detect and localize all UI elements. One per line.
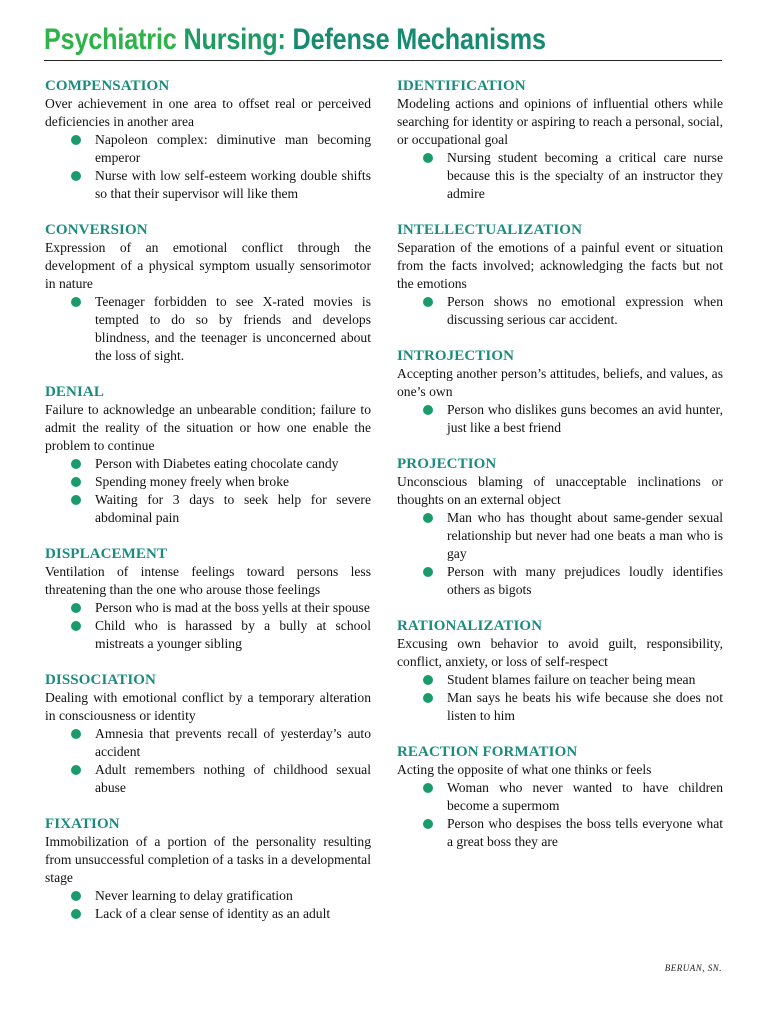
example-list (45, 455, 371, 527)
bullet-icon (71, 729, 81, 739)
example-text: Student blames failure on teacher being mean (447, 672, 696, 687)
example-item (397, 779, 723, 815)
example-text: Woman who never wanted to have children become a supermom (447, 780, 723, 813)
section-identification (397, 77, 723, 203)
section-conversion (45, 221, 371, 365)
section-introjection (397, 347, 723, 437)
example-text: Person who dislikes guns becomes an avid hunter, just like a best friend (447, 402, 723, 435)
example-text: Man says he beats his wife because she does not listen to him (447, 690, 723, 723)
example-item (45, 491, 371, 527)
section-definition: Ventilation of intense feelings toward persons less threatening than the one who arouse those feelings (45, 564, 371, 597)
example-text: Nursing student becoming a critical care nurse because this is the specialty of an instructor they admire (447, 150, 723, 201)
example-text: Person with many prejudices loudly identifies others as bigots (447, 564, 723, 597)
section-heading: COMPENSATION (45, 78, 170, 94)
example-text: Teenager forbidden to see X-rated movies is tempted to do so by friends and develops blindness, and the teenager is unconcerned about the loss of sight. (95, 294, 371, 363)
example-list (45, 599, 371, 653)
example-list (45, 131, 371, 203)
example-text: Nurse with low self-esteem working double shifts so that their supervisor will like them (95, 168, 371, 201)
section-definition: Immobilization of a portion of the personality resulting from unsuccessful completion of a tasks in a developmental stage (45, 834, 371, 885)
example-text: Waiting for 3 days to seek help for severe abdominal pain (95, 492, 371, 525)
example-text: Person who despises the boss tells everyone what a great boss they are (447, 816, 723, 849)
section-denial (45, 383, 371, 527)
title-part-defense-mechanisms: Defense Mechanisms (292, 23, 546, 56)
example-item (397, 509, 723, 563)
example-item (397, 815, 723, 851)
section-reaction-formation (397, 743, 723, 851)
example-list (397, 293, 723, 329)
example-item (45, 725, 371, 761)
bullet-icon (71, 891, 81, 901)
bullet-icon (71, 297, 81, 307)
section-intellectualization (397, 221, 723, 329)
section-heading: INTELLECTUALIZATION (397, 222, 583, 238)
example-list (397, 671, 723, 725)
left-column (45, 77, 371, 941)
example-text: Child who is harassed by a bully at school mistreats a younger sibling (95, 618, 371, 651)
section-definition: Acting the opposite of what one thinks or feels (397, 762, 652, 777)
section-definition: Modeling actions and opinions of influential others while searching for identity or aspiring to reach a personal, social, or occupational goal (397, 96, 723, 147)
example-text: Adult remembers nothing of childhood sexual abuse (95, 762, 371, 795)
section-projection (397, 455, 723, 599)
section-heading: REACTION FORMATION (397, 744, 578, 760)
bullet-icon (71, 909, 81, 919)
section-definition: Unconscious blaming of unacceptable inclinations or thoughts on an external object (397, 474, 723, 507)
section-definition: Accepting another person’s attitudes, beliefs, and values, as one’s own (397, 366, 723, 399)
section-heading: INTROJECTION (397, 348, 515, 364)
section-definition: Over achievement in one area to offset real or perceived deficiencies in another area (45, 96, 371, 129)
bullet-icon (71, 765, 81, 775)
section-definition: Failure to acknowledge an unbearable condition; failure to admit the reality of the situation or how one enable the problem to continue (45, 402, 371, 453)
example-list (45, 887, 371, 923)
example-item (45, 905, 371, 923)
example-text: Never learning to delay gratification (95, 888, 293, 903)
section-heading: IDENTIFICATION (397, 78, 526, 94)
section-heading: DISPLACEMENT (45, 546, 168, 562)
example-text: Spending money freely when broke (95, 474, 290, 489)
example-item (45, 887, 371, 905)
example-text: Lack of a clear sense of identity as an adult (95, 906, 331, 921)
example-text: Amnesia that prevents recall of yesterday’s auto accident (95, 726, 371, 759)
example-text: Napoleon complex: diminutive man becoming emperor (95, 132, 371, 165)
section-heading: CONVERSION (45, 222, 148, 238)
section-displacement (45, 545, 371, 653)
example-list (45, 293, 371, 365)
section-heading: PROJECTION (397, 456, 497, 472)
bullet-icon (423, 675, 433, 685)
bullet-icon (423, 567, 433, 577)
example-item (45, 599, 371, 617)
bullet-icon (71, 495, 81, 505)
bullet-icon (423, 297, 433, 307)
section-compensation (45, 77, 371, 203)
section-definition: Expression of an emotional conflict through the development of a physical symptom usually sensorimotor in nature (45, 240, 371, 291)
example-item (45, 131, 371, 167)
example-text: Person who is mad at the boss yells at their spouse (95, 600, 370, 615)
example-item (45, 455, 371, 473)
bullet-icon (71, 603, 81, 613)
bullet-icon (423, 783, 433, 793)
bullet-icon (423, 513, 433, 523)
example-item (45, 167, 371, 203)
example-item (397, 563, 723, 599)
bullet-icon (71, 621, 81, 631)
section-fixation (45, 815, 371, 923)
section-heading: DISSOCIATION (45, 672, 156, 688)
title-divider (44, 60, 722, 61)
example-text: Person with Diabetes eating chocolate candy (95, 456, 339, 471)
example-item (45, 473, 371, 491)
bullet-icon (423, 693, 433, 703)
section-heading: DENIAL (45, 384, 104, 400)
bullet-icon (71, 171, 81, 181)
page-title (44, 22, 546, 58)
section-heading: RATIONALIZATION (397, 618, 543, 634)
example-list (397, 401, 723, 437)
example-item (45, 761, 371, 797)
example-text: Man who has thought about same-gender sexual relationship but never had one beats a man who is gay (447, 510, 723, 561)
example-list (397, 779, 723, 851)
section-definition: Separation of the emotions of a painful event or situation from the facts involved; acknowledging the facts but not the emotions (397, 240, 723, 291)
example-text: Person shows no emotional expression when discussing serious car accident. (447, 294, 723, 327)
title-part-psychiatric: Psychiatric (44, 23, 184, 56)
section-heading: FIXATION (45, 816, 120, 832)
example-item (397, 293, 723, 329)
example-item (397, 671, 723, 689)
example-item (45, 293, 371, 365)
section-rationalization (397, 617, 723, 725)
example-list (45, 725, 371, 797)
bullet-icon (71, 477, 81, 487)
bullet-icon (71, 135, 81, 145)
author-footer: BERUAN, SN. (664, 963, 722, 973)
example-item (45, 617, 371, 653)
example-list (397, 509, 723, 599)
right-column (397, 77, 723, 869)
example-item (397, 689, 723, 725)
bullet-icon (423, 819, 433, 829)
example-item (397, 149, 723, 203)
title-part-nursing: Nursing: (183, 23, 293, 56)
section-definition: Dealing with emotional conflict by a temporary alteration in consciousness or identity (45, 690, 371, 723)
example-item (397, 401, 723, 437)
example-list (397, 149, 723, 203)
section-definition: Excusing own behavior to avoid guilt, responsibility, conflict, anxiety, or loss of self-respect (397, 636, 723, 669)
bullet-icon (71, 459, 81, 469)
bullet-icon (423, 405, 433, 415)
section-dissociation (45, 671, 371, 797)
bullet-icon (423, 153, 433, 163)
